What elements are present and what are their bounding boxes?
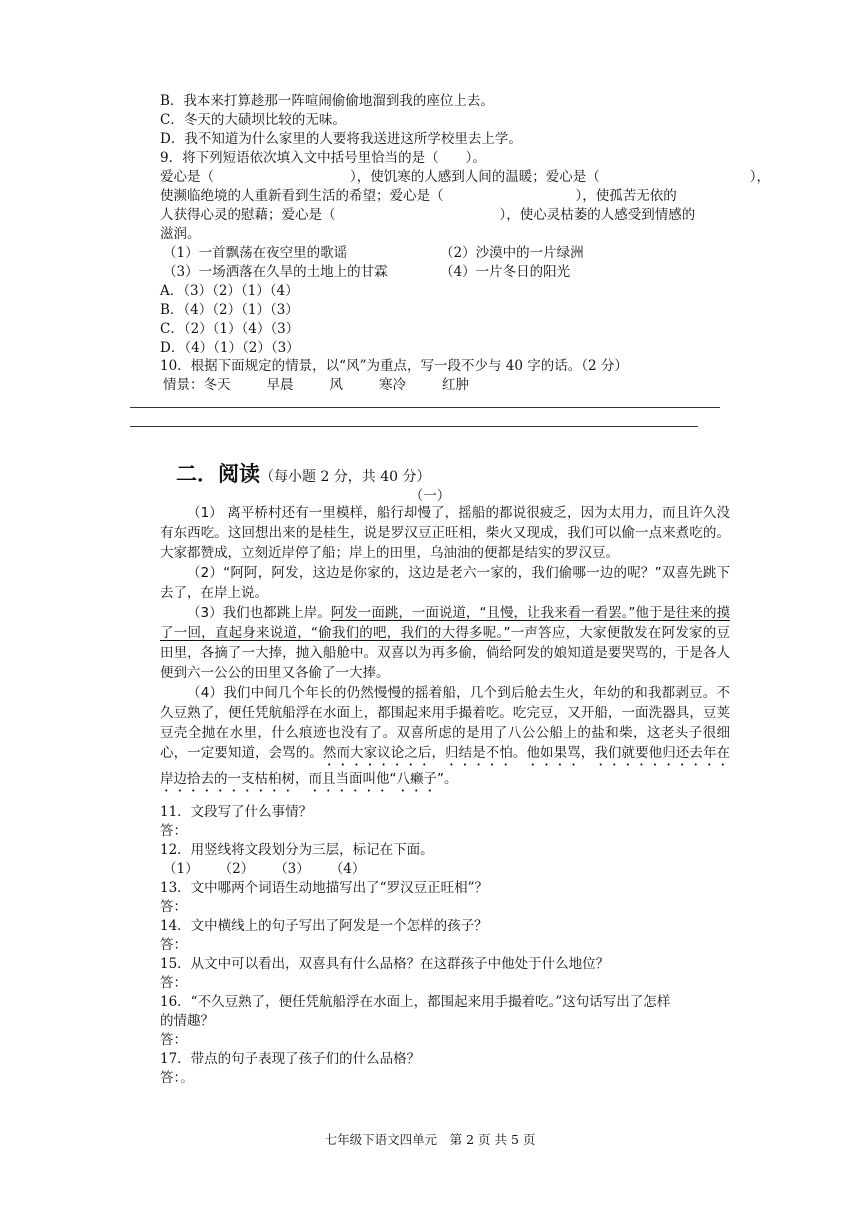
passage-paragraph-3 — [160, 603, 730, 683]
passage-paragraph-2: （2）“阿阿，阿发，这边是你家的，这边是老六一家的，我们偷哪一边的呢？”双喜先跳下去了，在岸上说。 — [160, 565, 730, 601]
q10-scene — [163, 376, 469, 395]
q9-choice-c: C．（2）（1）（4）（3） — [160, 321, 300, 337]
q16: 16．“不久豆熟了，便任凭航船浮在水面上，都围起来用手撮着吃。”这句话写出了怎样 — [160, 994, 671, 1010]
q13-answer: 答： — [160, 899, 187, 915]
q17: 17．带点的句子表现了孩子们的什么品格？ — [160, 1051, 421, 1067]
q10-scene-label: 情景： — [163, 377, 204, 393]
scene-word: 寒冷 — [379, 377, 406, 393]
q9-choice-a: A．（3）（2）（1）（4） — [160, 283, 299, 299]
page-footer: 七年级下语文四单元 第 2 页 共 5 页 — [324, 1132, 536, 1147]
option-d: D．我不知道为什么家里的人要将我送进这所学校里去上学。 — [160, 131, 522, 147]
q15: 15．从文中可以看出，双喜具有什么品格？在这群孩子中他处于什么地位？ — [160, 956, 610, 972]
q9-line2 — [160, 187, 677, 206]
section-title: 二．阅读 — [176, 462, 260, 486]
p3-rest: 一声答应，大家便散发在阿发家的豆田里，各摘了一大捧，抛入船舱中。双喜以为再多偷，倘给阿发的娘知道是要哭骂的，于是各人便到六一公公的田里又各偷了一大捧。 — [160, 625, 730, 681]
answer-line — [130, 426, 698, 427]
q9-line1 — [160, 168, 770, 187]
q9-line3-a: 人获得心灵的慰藉；爱心是（ — [160, 207, 336, 223]
dotted-sentence: 然而大家议论之后，归结是不怕。他如果骂，我们就要他归还去年在岸边拾去的一支枯桕树，而且当面叫他“八癞子”。 — [160, 745, 731, 787]
passage-paragraph-1: （1） 离平桥村还有一里模样，船行却慢了，摇船的都说很疲乏，因为太用力，而且许久没有东西吃。这回想出来的是桂生，说是罗汉豆正旺相，柴火又现成，我们可以偷一点来煮吃的。大家都赞成，立刻近岸停了船；岸上的田里，乌油油的便都是结实的罗汉豆。 — [160, 505, 730, 561]
q11-answer: 答： — [160, 823, 187, 839]
scene-word: 风 — [329, 377, 343, 393]
p3-lead: （3）我们也都跳上岸。 — [187, 605, 331, 621]
q9-item-4: （4）一片冬日的阳光 — [440, 264, 571, 280]
q12-mark: （1） — [163, 861, 199, 877]
q17-answer — [160, 1069, 194, 1088]
q15-answer: 答： — [160, 975, 187, 991]
q9-choice-b: B．（4）（2）（1）（3） — [160, 302, 299, 318]
q9-line4: 滋润。 — [160, 226, 201, 242]
q12-marks — [163, 860, 365, 879]
q12-mark: （3） — [274, 861, 310, 877]
q9-line1-a: 爱心是（ — [160, 169, 214, 185]
red-mark: 。 — [180, 1070, 194, 1086]
q12-mark: （4） — [329, 861, 366, 877]
q13: 13．文中哪两个词语生动地描写出了“罗汉豆正旺相”？ — [160, 880, 488, 896]
q9-line3-b: ），使心灵枯萎的人感受到情感的 — [499, 207, 696, 223]
q11: 11．文段写了什么事情？ — [160, 804, 313, 820]
p4-lead: （4）我们中间几个年长的仍然慢慢的摇着船，几个到后舱去生火，年幼的和我都剥豆。不久豆熟了，便任凭航船浮在水面上，都围起来用手撮着吃。吃完豆，又开船，一面洗器具，豆荚豆壳全抛在水里，什么痕迹也没有了。双喜所虑的是用了八公公船上的盐和柴，这老头子很细心，一定要知道，会骂的。 — [160, 685, 730, 761]
option-c: C．冬天的大碛坝比较的无味。 — [160, 112, 346, 128]
scene-word: 冬天 — [203, 377, 231, 393]
q9-choice-d: D．（4）（1）（2）（3） — [160, 340, 300, 356]
q14: 14．文中横线上的句子写出了阿发是一个怎样的孩子？ — [160, 918, 488, 934]
q16-cont: 的情趣？ — [160, 1013, 214, 1029]
q12-mark: （2） — [218, 861, 255, 877]
scene-word: 早晨 — [266, 377, 294, 393]
underlined-sentence: 阿发一面跳，一面说道，“且慢，让我来看一看罢。”他于是往来的摸了一回，直起身来说道，“偷我们的吧，我们的大得多呢。” — [160, 605, 730, 641]
reading-passage — [160, 503, 730, 795]
q9-line3 — [160, 206, 695, 225]
answer-line — [130, 407, 720, 408]
passage-number: （一） — [409, 488, 451, 504]
q9-item-3: （3）一场洒落在久旱的土地上的甘霖 — [163, 264, 388, 280]
q9-line1-b: ），使饥寒的人感到人间的温暖；爱心是（ — [350, 169, 600, 185]
passage-paragraph-4 — [160, 683, 730, 795]
section-note: （每小题 2 分，共 40 分） — [260, 469, 431, 485]
q16-answer: 答： — [160, 1032, 187, 1048]
q9-line1-c: ）， — [749, 169, 770, 185]
option-b: B．我本来打算趁那一阵喧闹偷偷地溜到我的座位上去。 — [160, 93, 494, 109]
q12: 12．用竖线将文段划分为三层，标记在下面。 — [160, 842, 434, 858]
q9-line2-a: 使濒临绝境的人重新看到生活的希望；爱心是（ — [160, 188, 444, 204]
q14-answer: 答： — [160, 937, 187, 953]
q9-line2-b: ），使孤苦无依的 — [575, 188, 677, 204]
q9-item-1: （1）一首飘荡在夜空里的歌谣 — [163, 245, 348, 261]
q10-stem: 10．根据下面规定的情景，以“风”为重点，写一段不少与 40 字的话。（2 分） — [160, 358, 628, 374]
scene-word: 红肿 — [442, 377, 469, 393]
q9-item-2: （2）沙漠中的一片绿洲 — [440, 245, 584, 261]
q17-answer-label: 答： — [160, 1070, 181, 1086]
q9-stem: 9．将下列短语依次填入文中括号里恰当的是（ ）。 — [160, 150, 486, 166]
